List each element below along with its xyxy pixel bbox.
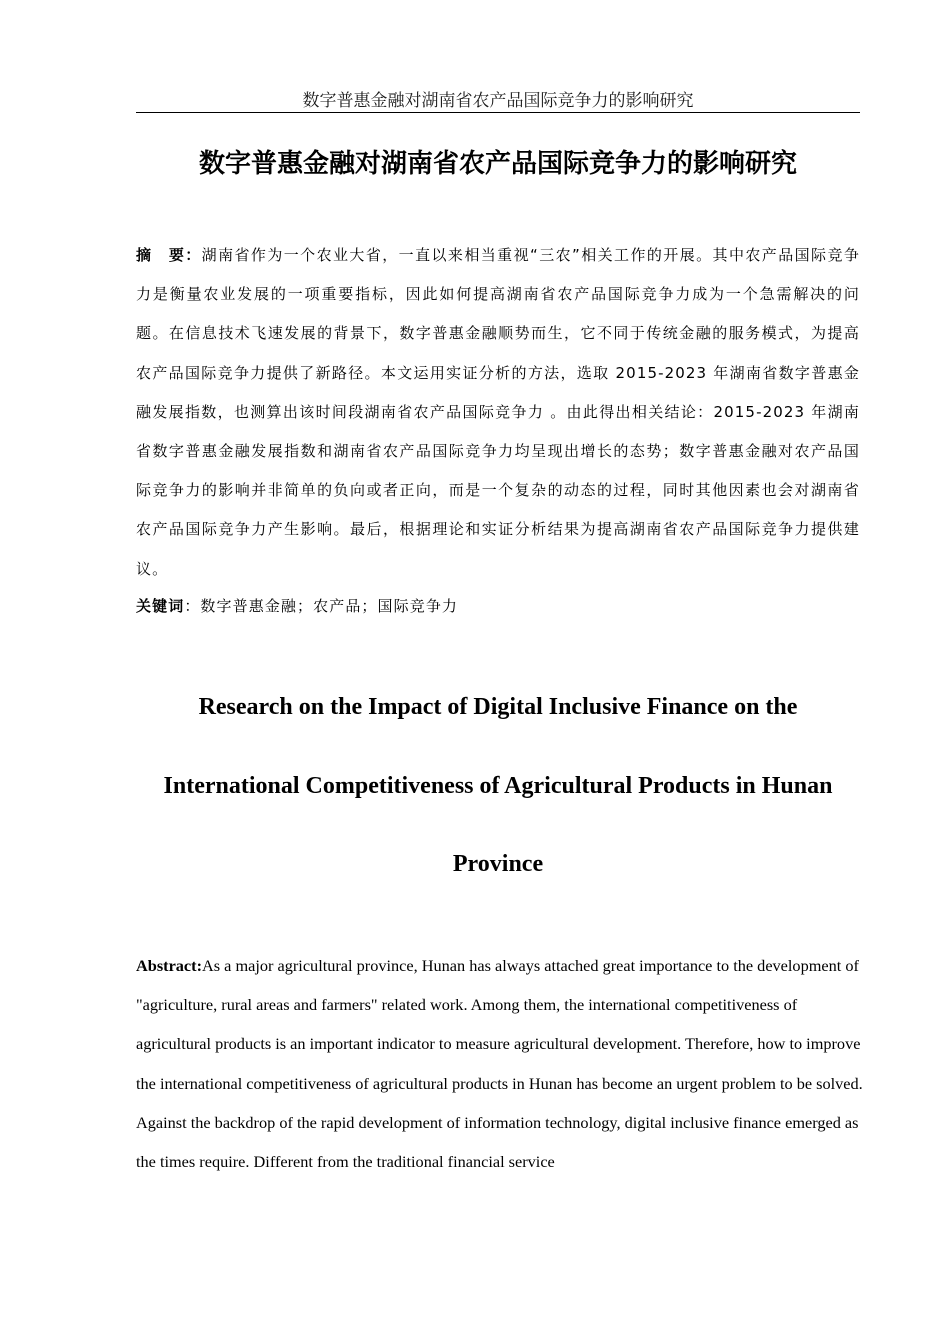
chinese-keywords-text: ：数字普惠金融；农产品；国际竞争力	[184, 597, 459, 615]
chinese-abstract-label: 摘 要：	[136, 246, 202, 264]
english-title: Research on the Impact of Digital Inclusive Finance on the International Competitiveness of Agricultural Products in Hunan Province	[163, 694, 833, 877]
english-abstract-label: Abstract:	[136, 956, 203, 975]
chinese-abstract-text: 湖南省作为一个农业大省，一直以来相当重视“三农”相关工作的开展。其中农产品国际竞争力是衡量农业发展的一项重要指标，因此如何提高湖南省农产品国际竞争力成为一个急需解决的问题。在信息技术飞速发展的背景下，数字普惠金融顺势而生，它不同于传统金融的服务模式，为提高农产品国际竞争力提供了新路径。本文运用实证分析的方法，选取 2015-2023 年湖南省数字普惠金融发展指数，也测算出该时间段湖南省农产品国际竞争力 。由此得出相关结论：2015-2023 年湖南省数字普惠金融发展指数和湖南省农产品国际竞争力均呈现出增长的态势；数字普惠金融对农产品国际竞争力的影响并非简单的负向或者正向，而是一个复杂的动态的过程，同时其他因素也会对湖南省农产品国际竞争力产生影响。最后，根据理论和实证分析结果为提高湖南省农产品国际竞争力提供建议。	[136, 246, 860, 578]
header-rule	[136, 112, 860, 113]
running-header: 数字普惠金融对湖南省农产品国际竞争力的影响研究	[302, 91, 694, 111]
chinese-keywords-label: 关键词	[136, 597, 185, 615]
chinese-title: 数字普惠金融对湖南省农产品国际竞争力的影响研究	[198, 149, 797, 179]
chinese-keywords	[136, 594, 860, 618]
english-abstract-text: As a major agricultural province, Hunan has always attached great importance to the development of "agriculture, rural areas and farmers" related work. Among them, the international competitiveness of agricultural products is an important indicator to measure agricultural development. Therefore, how to improve the international competitiveness of agricultural products in Hunan has become an urgent problem to be solved. Against the backdrop of the rapid development of information technology, digital inclusive finance emerged as the times require. Different from the traditional financial service	[136, 956, 863, 1172]
chinese-abstract	[136, 236, 860, 589]
english-abstract	[136, 946, 866, 1181]
